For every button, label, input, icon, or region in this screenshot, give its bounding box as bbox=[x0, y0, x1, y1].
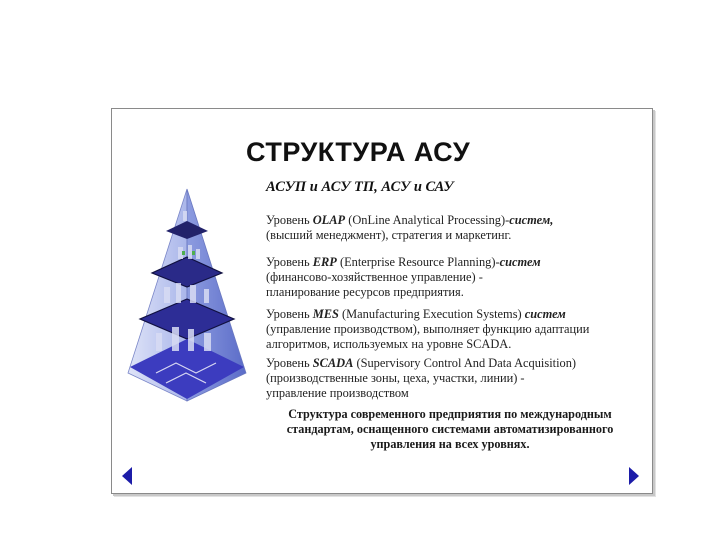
slide bbox=[111, 108, 653, 494]
level-prefix: Уровень bbox=[266, 356, 313, 370]
slide-title: СТРУКТУРА АСУ bbox=[246, 137, 471, 167]
level-keyword: MES bbox=[312, 307, 339, 321]
triangle-left-icon[interactable] bbox=[122, 467, 132, 485]
level-description: (финансово-хозяйственное управление) - планирование ресурсов предприятия. bbox=[266, 270, 483, 299]
level-mes bbox=[266, 307, 636, 352]
level-expansion: (OnLine Analytical Processing)- bbox=[345, 213, 510, 227]
level-expansion: (Enterprise Resource Planning)- bbox=[336, 255, 500, 269]
level-suffix: систем bbox=[524, 307, 566, 321]
level-suffix: систем, bbox=[509, 213, 554, 227]
level-olap bbox=[266, 213, 636, 243]
level-scada bbox=[266, 356, 636, 401]
level-prefix: Уровень bbox=[266, 255, 313, 269]
level-keyword: SCADA bbox=[312, 356, 354, 370]
level-expansion: (Supervisory Control And Data Acquisition) bbox=[353, 356, 577, 370]
level-description: (высший менеджмент), стратегия и маркетинг. bbox=[266, 228, 512, 242]
level-prefix: Уровень bbox=[266, 213, 313, 227]
level-erp bbox=[266, 255, 636, 300]
level-keyword: ERP bbox=[312, 255, 337, 269]
level-description: (управление производством), выполняет функцию адаптации алгоритмов, используемых на уровне SCADA. bbox=[266, 322, 590, 351]
slide-subtitle: АСУП и АСУ ТП, АСУ и САУ bbox=[266, 179, 454, 195]
level-expansion: (Manufacturing Execution Systems) bbox=[338, 307, 525, 321]
level-keyword: OLAP bbox=[312, 213, 346, 227]
level-suffix: систем bbox=[499, 255, 541, 269]
level-description: (производственные зоны, цеха, участки, линии) - управление производством bbox=[266, 371, 525, 400]
triangle-right-icon[interactable] bbox=[629, 467, 639, 485]
level-prefix: Уровень bbox=[266, 307, 313, 321]
slide-footer-caption: Структура современного предприятия по международным стандартам, оснащенного системами автоматизированного управления на всех уровнях. bbox=[286, 407, 614, 451]
pyramid-diagram-icon bbox=[126, 187, 248, 405]
